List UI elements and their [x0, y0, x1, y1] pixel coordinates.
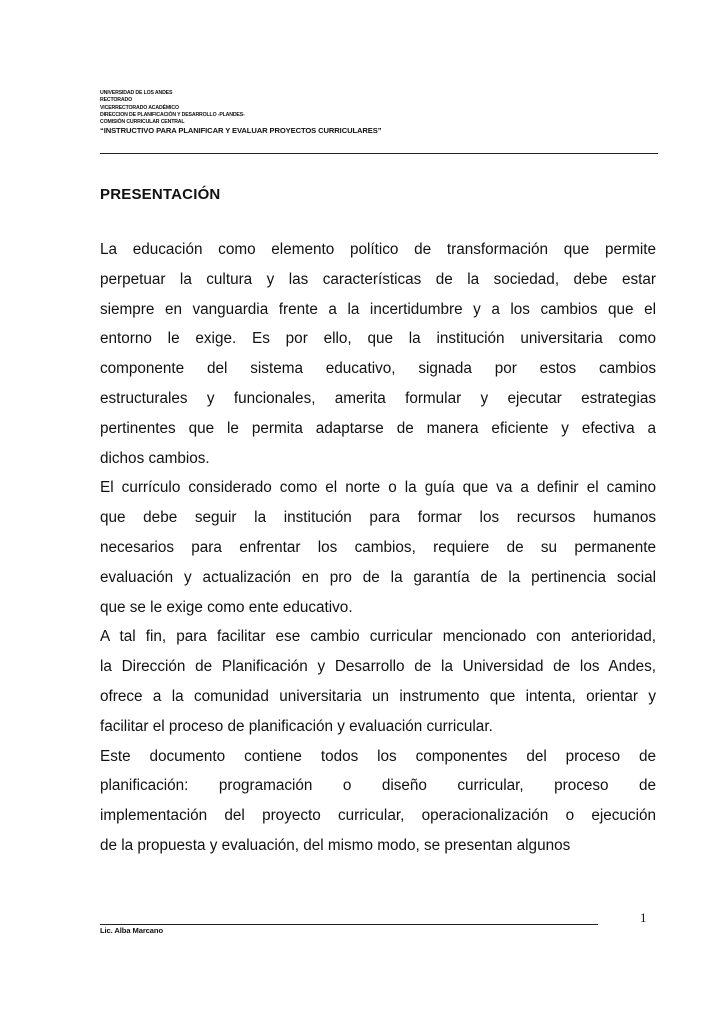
body-text-line: siempre en vanguardia frente a la incertidumbre y a los cambios que el [100, 300, 656, 318]
body-text-line: que debe seguir la institución para formar los recursos humanos [100, 509, 656, 527]
body-text-line: entorno le exige. Es por ello, que la institución universitaria como [100, 330, 656, 348]
page-number: 1 [640, 910, 647, 925]
body-text-line: A tal fin, para facilitar ese cambio curricular mencionado con anterioridad, [100, 628, 656, 646]
body-text-line: La educación como elemento político de transformación que permite [100, 241, 656, 258]
document-header [100, 90, 660, 135]
body-text-line: planificación: programación o diseño curricular, proceso de [100, 777, 656, 795]
body-text-line: necesarios para enfrentar los cambios, requiere de su permanente [100, 538, 656, 556]
body-text-line: evaluación y actualización en pro de la garantía de la pertinencia social [100, 568, 656, 586]
section-heading: PRESENTACIÓN [100, 186, 221, 203]
body-text-line: dichos cambios. [100, 449, 210, 467]
body-text [100, 235, 656, 861]
body-text-line: de la propuesta y evaluación, del mismo modo, se presentan algunos [100, 836, 571, 854]
header-line-directorate: DIRECCION DE PLANIFICACIÓN Y DESARROLLO -PLANDES- [100, 111, 245, 118]
body-text-line: implementación del proyecto curricular, operacionalización o ejecución [100, 807, 656, 825]
body-text-line: ofrece a la comunidad universitaria un instrumento que intenta, orientar y [100, 687, 656, 705]
header-divider [100, 153, 658, 154]
body-text-line: perpetuar la cultura y las características de la sociedad, debe estar [100, 270, 656, 288]
footer-divider [100, 924, 598, 925]
body-text-line: que se le exige como ente educativo. [100, 598, 353, 616]
body-text-line: estructurales y funcionales, amerita formular y ejecutar estrategias [100, 389, 656, 407]
body-text-line: la Dirección de Planificación y Desarrollo de la Universidad de los Andes, [100, 658, 656, 676]
header-line-commission: COMISIÓN CURRICULAR CENTRAL [100, 119, 185, 126]
footer-author: Lic. Alba Marcano [100, 926, 164, 935]
body-text-line: Este documento contiene todos los componentes del proceso de [100, 747, 656, 765]
document-title: “INSTRUCTIVO PARA PLANIFICAR Y EVALUAR PROYECTOS CURRICULARES” [100, 126, 382, 136]
body-text-line: componente del sistema educativo, signada por estos cambios [100, 360, 656, 378]
body-text-line: El currículo considerado como el norte o la guía que va a definir el camino [100, 479, 656, 497]
header-line-university: UNIVERSIDAD DE LOS ANDES [100, 90, 173, 96]
header-line-vice-rectorate: VICERRECTORADO ACADÉMICO [100, 104, 179, 111]
body-text-line: pertinentes que le permita adaptarse de manera eficiente y efectiva a [100, 419, 656, 437]
body-text-line: facilitar el proceso de planificación y evaluación curricular. [100, 717, 493, 735]
header-line-rectorate: RECTORADO [100, 97, 132, 104]
